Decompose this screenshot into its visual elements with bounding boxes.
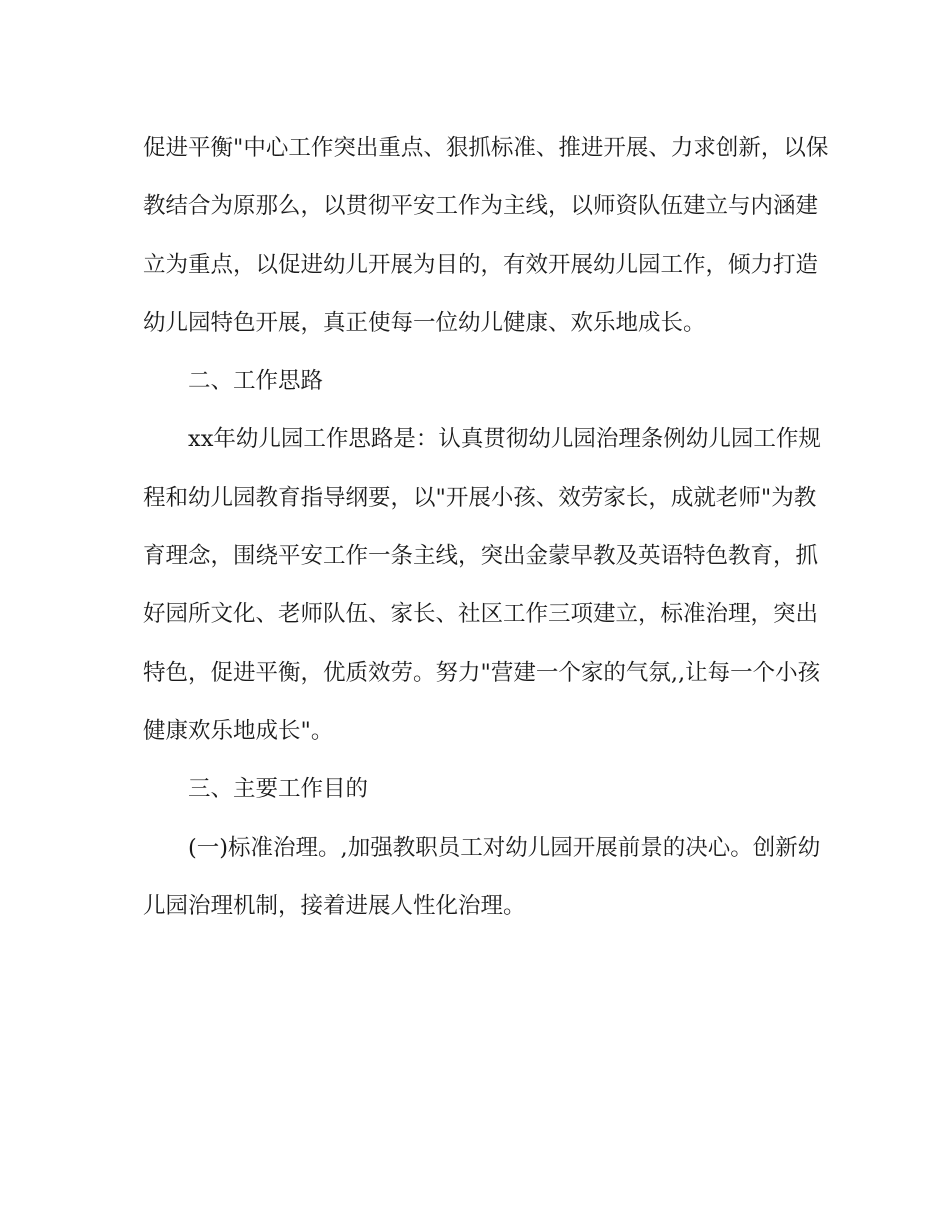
paragraph-line: 好园所文化、老师队伍、家长、社区工作三项建立，标准治理，突出 [143,601,819,628]
paragraph-line: 儿园治理机制，接着进展人性化治理。 [143,892,526,919]
paragraph-line: 促进平衡"中心工作突出重点、狠抓标准、推进开展、力求创新，以保 [143,135,829,161]
section-heading: 二、工作思路 [188,368,324,395]
section-heading: 三、主要工作目的 [188,776,369,803]
paragraph-line: 程和幼儿园教育指导纲要，以"开展小孩、效劳家长，成就老师"为教 [143,484,817,511]
paragraph-line: 教结合为原那么，以贯彻平安工作为主线，以师资队伍建立与内涵建 [143,193,819,220]
paragraph-line: xx年幼儿园工作思路是：认真贯彻幼儿园治理条例幼儿园工作规 [188,426,821,453]
paragraph-line: 健康欢乐地成长"。 [143,717,334,744]
paragraph-line: 特色，促进平衡，优质效劳。努力"营建一个家的气氛,,让每一个小孩 [143,659,821,686]
paragraph-line: 育理念，围绕平安工作一条主线，突出金蒙早教及英语特色教育，抓 [143,543,819,570]
document-body [143,119,829,935]
paragraph-line: (一)标准治理。,加强教职员工对幼儿园开展前景的决心。创新幼 [188,834,821,861]
paragraph-line: 立为重点，以促进幼儿开展为目的，有效开展幼儿园工作，倾力打造 [143,251,819,278]
paragraph-line: 幼儿园特色开展，真正使每一位幼儿健康、欢乐地成长。 [143,309,706,336]
